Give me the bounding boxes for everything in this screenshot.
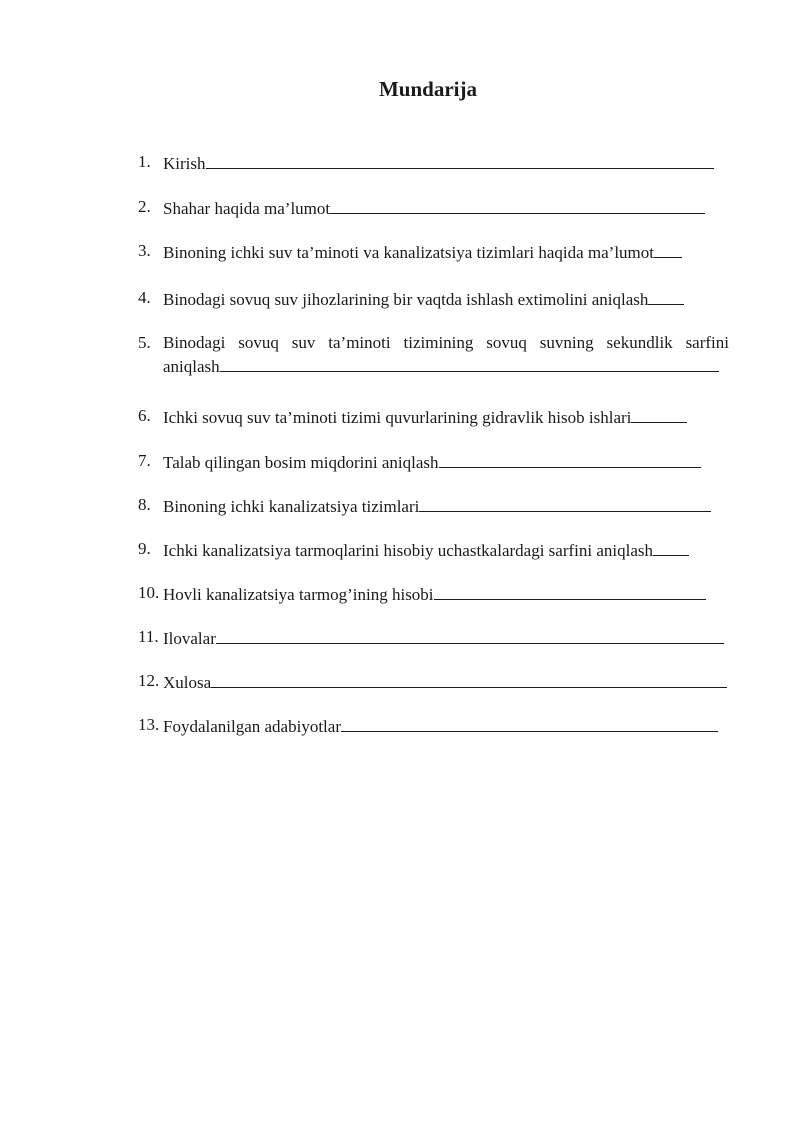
entry-title: Ilovalar (163, 629, 216, 648)
entry-number: 5. (138, 333, 151, 352)
entry-title: Talab qilingan bosim miqdorini aniqlash (163, 453, 439, 472)
leader-line (654, 240, 682, 258)
entry-title-continued: aniqlash (163, 357, 220, 376)
entry-title: Shahar haqida ma’lumot (163, 199, 331, 218)
entry-number: 2. (138, 197, 151, 216)
entry-title: Binoning ichki kanalizatsiya tizimlari (163, 497, 420, 516)
toc-entry-5 (138, 332, 742, 380)
leader-line (434, 582, 706, 600)
entry-number: 7. (138, 451, 151, 470)
leader-line (206, 151, 714, 169)
entry-title: Hovli kanalizatsiya tarmog’ining hisobi (163, 585, 434, 604)
leader-line (648, 287, 684, 305)
leader-line (419, 494, 711, 512)
leader-line (341, 714, 718, 732)
entry-number: 12. (138, 671, 160, 690)
entry-title: Foydalanilgan adabiyotlar (163, 717, 341, 736)
entry-number: 4. (138, 288, 151, 307)
leader-line (216, 626, 724, 644)
entry-number: 8. (138, 495, 151, 514)
entry-title: Binodagi sovuq suv jihozlarining bir vaqtda ishlash extimolini aniqlash (163, 290, 649, 309)
entry-title: Binoning ichki suv ta’minoti va kanalizatsiya tizimlari haqida ma’lumot (163, 243, 654, 262)
entry-number: 11. (138, 627, 159, 646)
leader-line (653, 538, 689, 556)
entry-number: 10. (138, 583, 160, 602)
entry-title: Ichki sovuq suv ta’minoti tizimi quvurlarining gidravlik hisob ishlari (163, 408, 632, 427)
entry-number: 3. (138, 241, 151, 260)
entry-number: 6. (138, 406, 151, 425)
leader-line (631, 405, 687, 423)
entry-title: Xulosa (163, 673, 212, 692)
leader-line (439, 450, 701, 468)
entry-number: 9. (138, 539, 151, 558)
entry-title: Ichki kanalizatsiya tarmoqlarini hisobiy uchastkalardagi sarfini aniqlash (163, 541, 654, 560)
entry-number: 1. (138, 152, 151, 171)
page-title: Mundarija (378, 77, 477, 101)
leader-line (220, 354, 719, 372)
entry-number: 13. (138, 715, 160, 734)
entry-title: Kirish (163, 154, 206, 173)
leader-line (330, 196, 705, 214)
leader-line (211, 670, 727, 688)
entry-title: Binodagi sovuq suv ta’minoti tizimining sovuq suvning sekundlik sarfini (163, 333, 729, 352)
